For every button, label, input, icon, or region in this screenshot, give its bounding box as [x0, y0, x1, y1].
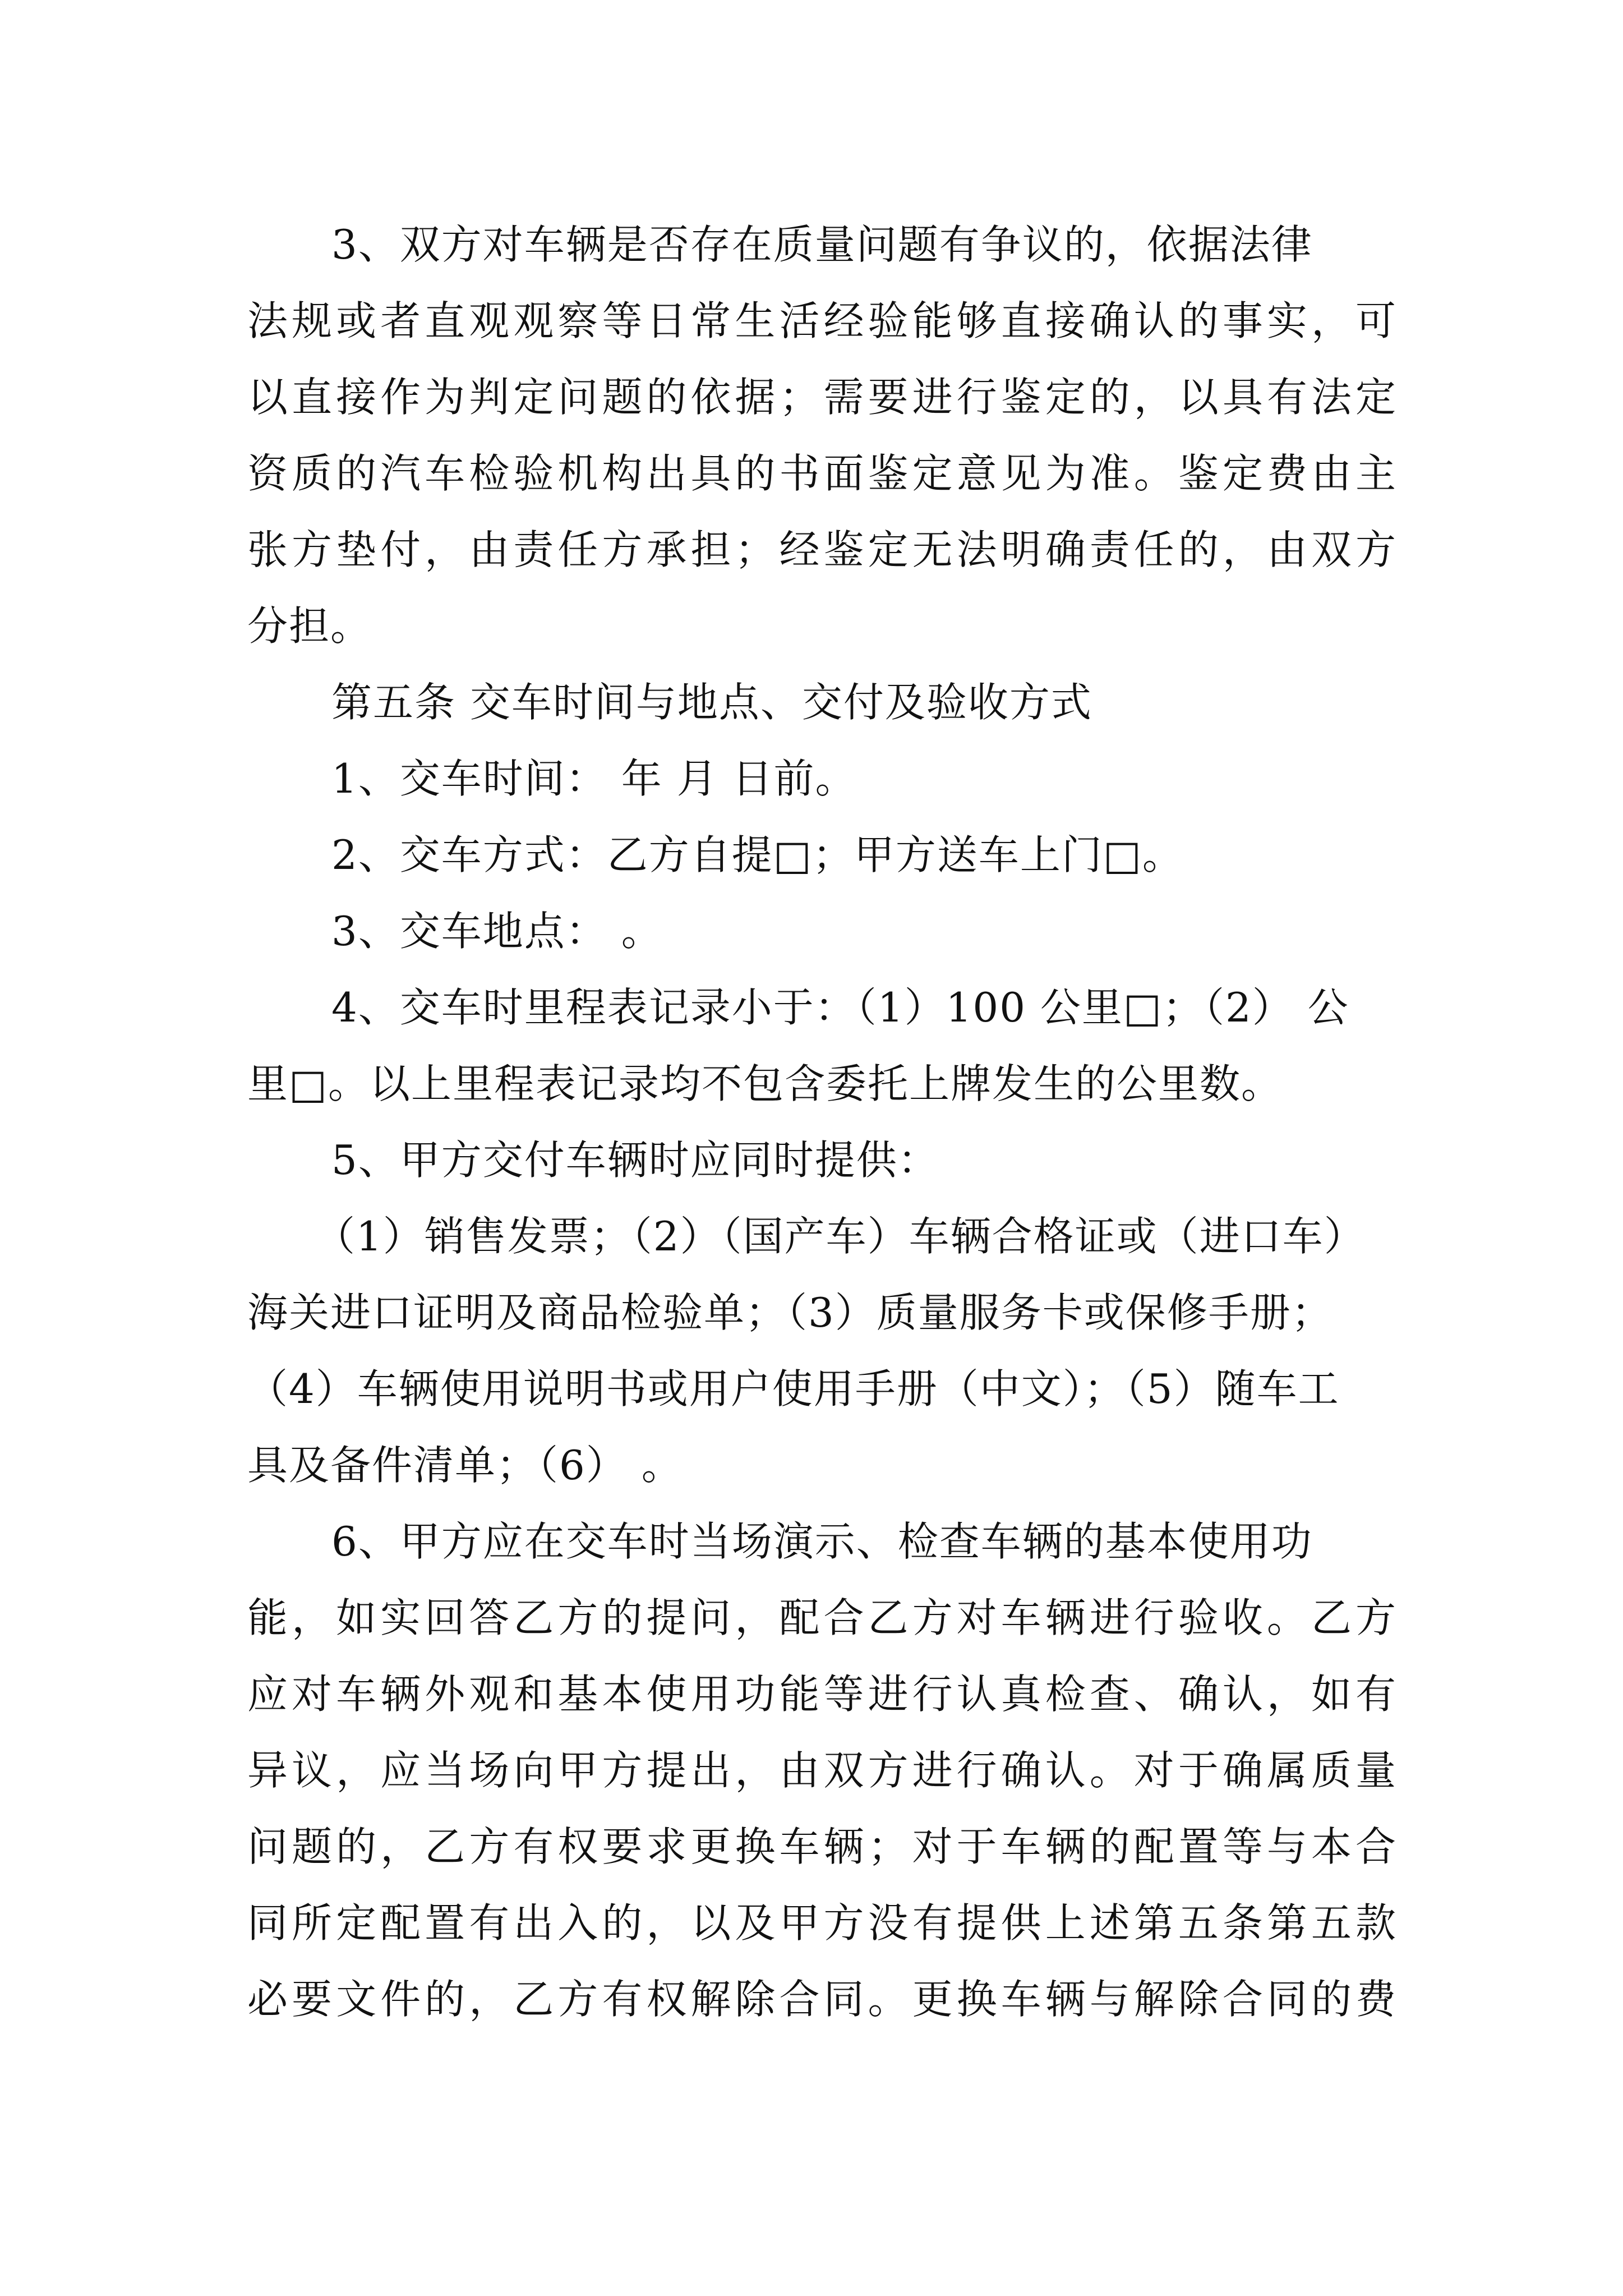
paragraph-line: 应对车辆外观和基本使用功能等进行认真检查、确认，如有: [247, 1671, 1397, 1718]
paragraph-line: 海关进口证明及商品检验单；（3）质量服务卡或保修手册；: [247, 1289, 1333, 1336]
paragraph-line: 4、交车时里程表记录小于：（1）100 公里□；（2） 公: [331, 984, 1349, 1031]
paragraph-line: 张方垫付，由责任方承担；经鉴定无法明确责任的，由双方: [247, 526, 1397, 573]
paragraph-line: 5、甲方交付车辆时应同时提供：: [331, 1137, 939, 1184]
paragraph-line: 分担。: [247, 602, 372, 650]
paragraph-line: 资质的汽车检验机构出具的书面鉴定意见为准。鉴定费由主: [247, 450, 1397, 497]
paragraph-line: 异议，应当场向甲方提出，由双方进行确认。对于确属质量: [247, 1747, 1397, 1794]
paragraph-line: 必要文件的，乙方有权解除合同。更换车辆与解除合同的费: [247, 1976, 1397, 2023]
paragraph-line: 能，如实回答乙方的提问，配合乙方对车辆进行验收。乙方: [247, 1594, 1397, 1641]
paragraph-line: 6、甲方应在交车时当场演示、检查车辆的基本使用功: [331, 1518, 1313, 1565]
paragraph-line: 里□。以上里程表记录均不包含委托上牌发生的公里数。: [247, 1060, 1283, 1107]
paragraph-line: （4）车辆使用说明书或用户使用手册（中文）；（5）随车工: [247, 1365, 1340, 1412]
paragraph-line: 3、双方对车辆是否存在质量问题有争议的，依据法律: [331, 221, 1313, 268]
paragraph-line: 以直接作为判定问题的依据；需要进行鉴定的，以具有法定: [247, 374, 1397, 421]
paragraph-line: 3、交车地点： 。: [331, 908, 663, 955]
paragraph-line: 同所定配置有出入的，以及甲方没有提供上述第五条第五款: [247, 1899, 1397, 1947]
paragraph-line: 问题的，乙方有权要求更换车辆；对于车辆的配置等与本合: [247, 1823, 1397, 1870]
paragraph-line: 法规或者直观观察等日常生活经验能够直接确认的事实，可: [247, 297, 1397, 344]
paragraph-line: 1、交车时间： 年 月 日前。: [331, 755, 857, 802]
paragraph-line: 2、交车方式：乙方自提□；甲方送车上门□。: [331, 831, 1184, 878]
section-heading: 第五条 交车时间与地点、交付及验收方式: [331, 679, 1092, 726]
document-body: [247, 206, 1397, 2037]
paragraph-line: （1）销售发票；（2）（国产车）车辆合格证或（进口车）: [315, 1213, 1366, 1260]
paragraph-line: 具及备件清单；（6） 。: [247, 1442, 683, 1489]
